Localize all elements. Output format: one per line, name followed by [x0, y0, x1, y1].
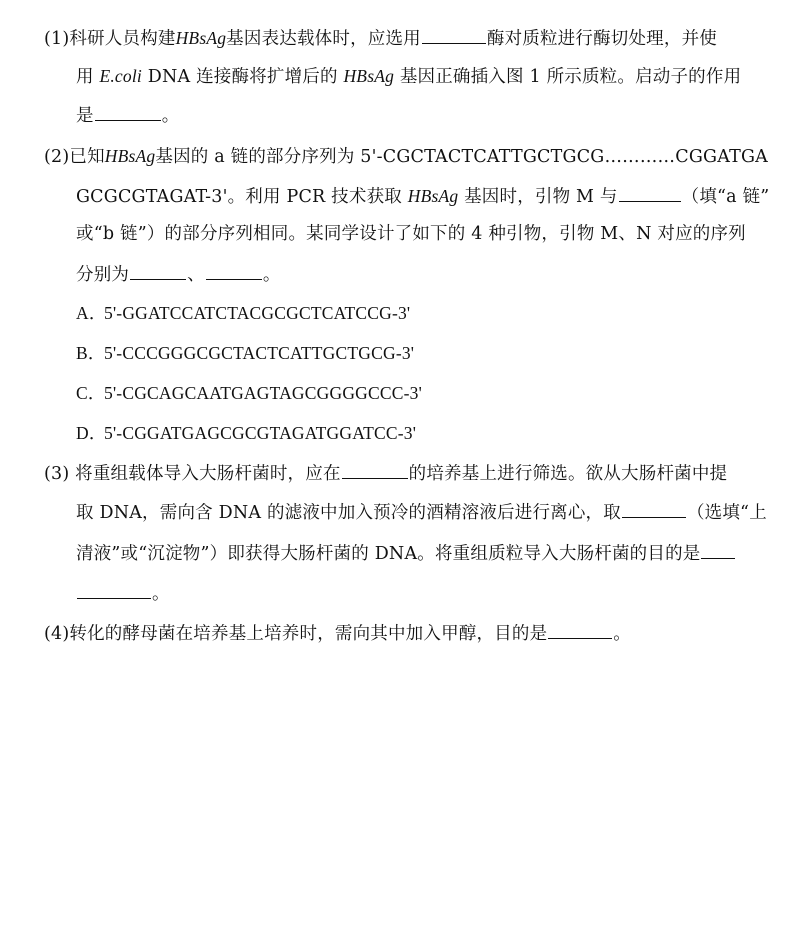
- answer-blank[interactable]: [206, 261, 262, 280]
- species-name: E.coli: [99, 66, 142, 86]
- q3-text: 清液”或“沉淀物”）即获得大肠杆菌的 DNA。将重组质粒导入大肠杆菌的目的是: [76, 544, 701, 564]
- q2-line-4: [76, 261, 281, 287]
- q3-text: 取 DNA，需向含 DNA 的滤液中加入预冷的酒精溶液后进行离心，取: [76, 503, 621, 523]
- q3-text: （选填“上: [686, 503, 767, 523]
- answer-blank[interactable]: [77, 580, 151, 599]
- answer-blank[interactable]: [619, 183, 681, 202]
- q1-text: 是: [76, 106, 94, 126]
- q1-text: 用: [76, 67, 94, 87]
- q3-text: (3) 将重组载体导入大肠杆菌时，应在: [44, 464, 341, 484]
- option-sequence: 5'-CCCGGGCGCTACTCATTGCTGCG-3': [104, 343, 415, 363]
- q4-text: 。: [613, 624, 631, 644]
- q3-text: 的培养基上进行筛选。欲从大肠杆菌中提: [408, 464, 728, 484]
- gene-name: HBsAg: [407, 186, 459, 206]
- q1-line-3: [76, 102, 179, 128]
- option-key: C．: [76, 383, 106, 403]
- q1-text: DNA 连接酶将扩增后的: [147, 67, 338, 87]
- q2-text: 分别为: [76, 265, 130, 285]
- option-sequence: 5'-CGCAGCAATGAGTAGCGGGGCCC-3': [104, 383, 422, 403]
- q2-text: 。: [262, 265, 281, 285]
- q2-text: GCGCGTAGAT-3'。利用 PCR 技术获取: [76, 187, 402, 207]
- q2-text: (2)已知: [44, 147, 105, 167]
- q3-line-4: [76, 580, 170, 606]
- q1-text: (1)科研人员构建: [44, 29, 176, 49]
- q2-line-3: [76, 222, 746, 246]
- q2-text: 基因的 a 链的部分序列为 5'-CGCTACTCATTGCTGCG…………CGGATGA: [155, 147, 768, 167]
- option-sequence: 5'-CGGATGAGCGCGTAGATGGATCC-3': [104, 423, 417, 443]
- q2-text: 或“b 链”）的部分序列相同。某同学设计了如下的 4 种引物，引物 M、N 对应的序列: [76, 224, 746, 244]
- option-key: D．: [76, 423, 107, 443]
- option-sequence: 5'-GGATCCATCTACGCGCTCATCCG-3': [104, 303, 411, 323]
- q3-line-3: [76, 540, 736, 566]
- q2-text: 基因时，引物 M 与: [464, 187, 618, 207]
- q3-text: 。: [152, 584, 170, 604]
- q3-line-1: [44, 460, 727, 486]
- option-key: A．: [76, 303, 107, 323]
- answer-blank[interactable]: [548, 620, 612, 639]
- gene-name: HBsAg: [343, 66, 395, 86]
- answer-blank[interactable]: [95, 102, 161, 121]
- q3-line-2: [76, 499, 767, 525]
- q2-line-2: [76, 183, 769, 209]
- gene-name: HBsAg: [104, 146, 156, 166]
- q2-line-1: [44, 144, 768, 169]
- q1-line-1: [44, 25, 717, 51]
- answer-blank[interactable]: [701, 540, 735, 559]
- option-key: B．: [76, 343, 106, 363]
- q1-text: 。: [161, 106, 180, 126]
- q1-text: 酶对质粒进行酶切处理，并使: [486, 29, 717, 49]
- answer-blank[interactable]: [342, 460, 408, 479]
- q1-text: 基因正确插入图 1 所示质粒。启动子的作用: [399, 67, 742, 87]
- q1-text: 基因表达载体时，应选用: [226, 29, 421, 49]
- option-b: [76, 341, 414, 365]
- answer-blank[interactable]: [130, 261, 186, 280]
- option-d: [76, 421, 416, 445]
- option-c: [76, 381, 422, 405]
- q1-line-2: [76, 64, 741, 89]
- q2-text: （填“a 链”: [681, 187, 770, 207]
- answer-blank[interactable]: [422, 25, 486, 44]
- q4-text: (4)转化的酵母菌在培养基上培养时，需向其中加入甲醇，目的是: [44, 624, 548, 644]
- q4-line-1: [44, 620, 631, 646]
- answer-blank[interactable]: [622, 499, 686, 518]
- gene-name: HBsAg: [175, 28, 227, 48]
- q2-text: 、: [187, 265, 205, 285]
- option-a: [76, 301, 410, 325]
